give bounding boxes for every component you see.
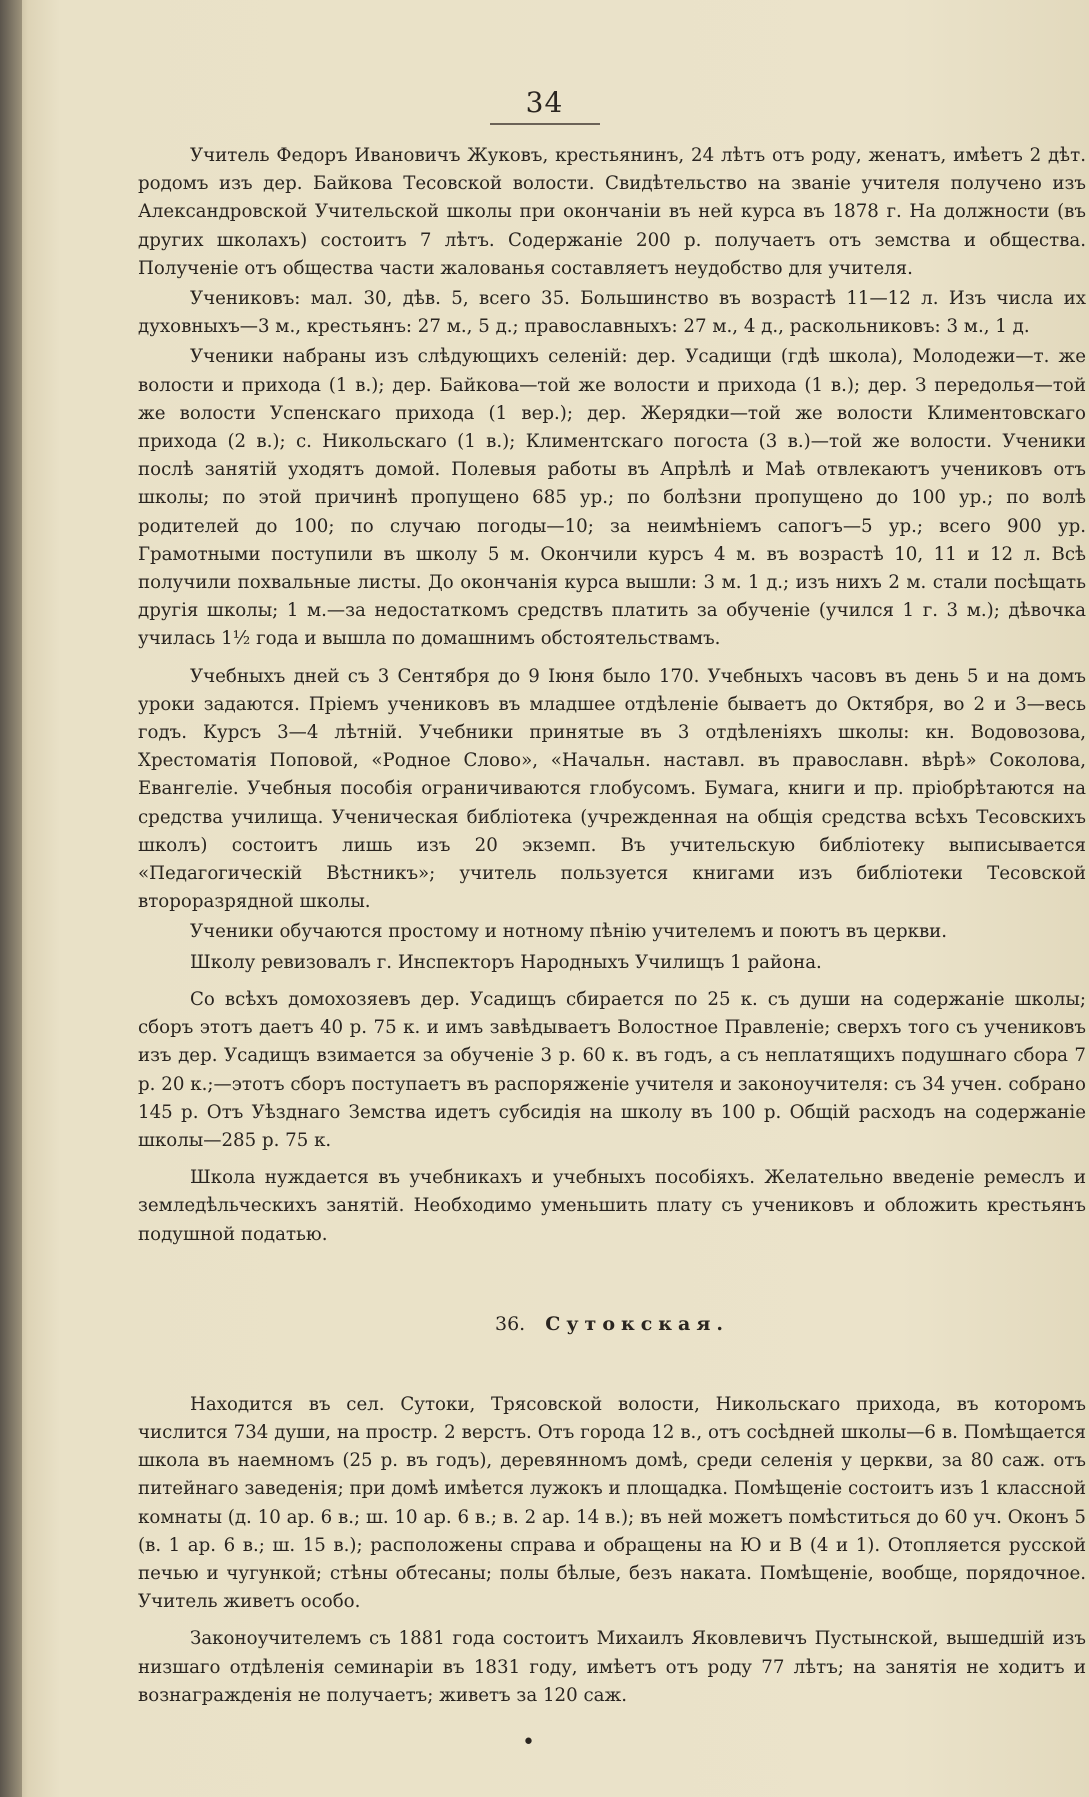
header-rule bbox=[490, 123, 600, 129]
paragraph: Школу ревизовалъ г. Инспекторъ Народныхъ Училищъ 1 района. bbox=[190, 951, 822, 973]
paragraph: Учитель Федоръ Ивановичъ Жуковъ, крестьянинъ, 24 лѣтъ отъ роду, женатъ, имѣетъ 2 дѣт. родомъ изъ дер. Байкова Тесовской волости. Свидѣтельство на званіе учителя получено изъ Александровской Учительской школы при окончаніи въ ней курса въ 1878 г. На должности (въ других школахъ) состоитъ 7 лѣтъ. Содержаніе 200 р. получаетъ отъ земства и общества. Полученіе отъ общества части жалованья составляетъ неудобство для учителя. bbox=[138, 145, 1086, 279]
paragraph: Законоучителемъ съ 1881 года состоитъ Михаилъ Яковлевичъ Пустынской, вышедшій изъ низшаго отдѣленія семинаріи въ 1831 году, имѣетъ отъ роду 77 лѣтъ; на занятія не ходитъ и вознагражденія не получаетъ; живетъ за 120 саж. bbox=[138, 1628, 1086, 1706]
paragraph: Школа нуждается въ учебникахъ и учебныхъ пособіяхъ. Желательно введеніе ремеслъ и земледѣльческихъ занятій. Необходимо уменьшить плату съ учениковъ и обложить крестьянъ подушной податью. bbox=[138, 1167, 1086, 1245]
book-gutter bbox=[0, 0, 22, 1797]
section-name: Сутокская. bbox=[545, 1312, 729, 1335]
ink-mark: • bbox=[522, 1730, 535, 1755]
page-body bbox=[138, 142, 1086, 1710]
paragraph: Со всѣхъ домохозяевъ дер. Усадищъ сбирается по 25 к. съ души на содержаніе школы; сборъ этотъ даетъ 40 р. 75 к. и имъ завѣдываетъ Волостное Правленіе; сверхъ того съ учениковъ изъ дер. Усадищъ взимается за обученіе 3 р. 60 к. въ годъ, а съ неплатящихъ подушнаго сбора 7 р. 20 к.;—этотъ сборъ поступаетъ въ распоряженіе учителя и законоучителя: съ 34 учен. собрано 145 р. Отъ Уѣзднаго Земства идетъ субсидія на школу въ 100 р. Общій расходъ на содержаніе школы—285 р. 75 к. bbox=[138, 988, 1086, 1151]
section-heading bbox=[138, 1313, 1086, 1335]
page-number: 34 bbox=[525, 86, 564, 119]
paragraph: Учениковъ: мал. 30, дѣв. 5, всего 35. Большинство въ возрастѣ 11—12 л. Изъ числа их духовныхъ—3 м., крестьянъ: 27 м., 5 д.; православныхъ: 27 м., 4 д., раскольниковъ: 3 м., 1 д. bbox=[138, 288, 1086, 338]
paragraph: Ученики набраны изъ слѣдующихъ селеній: дер. Усадищи (гдѣ школа), Молодежи—т. же волости и прихода (1 в.); дер. Байкова—той же волости и прихода (1 в.); дер. З передолья—той же волости Успенскаго прихода (1 вер.); дер. Жерядки—той же волости Климентовскаго прихода (2 в.); с. Никольскаго (1 в.); Климентскаго погоста (3 в.)—той же волости. Ученики послѣ занятій уходятъ домой. Полевыя работы въ Апрѣлѣ и Маѣ отвлекаютъ учениковъ отъ школы; по этой причинѣ пропущено 685 ур.; по болѣзни пропущено до 100 ур.; по волѣ родителей до 100; по случаю погоды—10; за неимѣніемъ сапогъ—5 ур.; всего 900 ур. Грамотными поступили въ школу 5 м. Окончили курсъ 4 м. въ возрастѣ 10, 11 и 12 л. Всѣ получили похвальные листы. До окончанія курса вышли: 3 м. 1 д.; изъ нихъ 2 м. стали посѣщать другія школы; 1 м.—за недостаткомъ средствъ платить за обученіе (учился 1 г. 3 м.); дѣвочка училась 1½ года и вышла по домашнимъ обстоятельствамъ. bbox=[138, 346, 1086, 650]
paragraph: Учебныхъ дней съ 3 Сентября до 9 Іюня было 170. Учебныхъ часовъ въ день 5 и на домъ уроки задаются. Пріемъ учениковъ въ младшее отдѣленіе бываетъ до Октября, во 2 и 3—весь годъ. Курсъ 3—4 лѣтній. Учебники принятые въ 3 отдѣленіяхъ школы: кн. Водовозова, Хрестоматія Поповой, «Родное Слово», «Начальн. наставл. въ православн. вѣрѣ» Соколова, Евангеліе. Учебныя пособія ограничиваются глобусомъ. Бумага, книги и пр. пріобрѣтаются на средства училища. Ученическая библіотека (учрежденная на общія средства всѣхъ Тесовскихъ школъ) состоитъ лишь изъ 20 экземп. Въ учительскую библіотеку выписывается «Педагогическій Вѣстникъ»; учитель пользуется книгами изъ библіотеки Тесовской второразрядной школы. bbox=[138, 665, 1086, 913]
paragraph: Ученики обучаются простому и нотному пѣнію учителемъ и поютъ въ церкви. bbox=[190, 921, 948, 943]
page-header bbox=[0, 86, 1089, 129]
paragraph: Находится въ сел. Сутоки, Трясовской волости, Никольскаго прихода, въ которомъ числится 734 души, на простр. 2 верстъ. Отъ города 12 в., отъ сосѣдней школы—6 в. Помѣщается школа въ наемномъ (25 р. въ годъ), деревянномъ домѣ, среди селенія у церкви, за 80 саж. отъ питейнаго заведенія; при домѣ имѣется лужокъ и площадка. Помѣщеніе состоитъ изъ 1 классной комнаты (д. 10 ар. 6 в.; ш. 10 ар. 6 в.; в. 2 ар. 14 в.); въ ней можетъ помѣститься до 60 уч. Оконъ 5 (в. 1 ар. 6 в.; ш. 15 в.); расположены справа и обращены на Ю и В (4 и 1). Отопляется русской печью и чугункой; стѣны обтесаны; полы бѣлые, безъ наката. Помѣщеніе, вообще, порядочное. Учитель живетъ особо. bbox=[138, 1393, 1086, 1613]
section-number: 36. bbox=[495, 1312, 526, 1335]
